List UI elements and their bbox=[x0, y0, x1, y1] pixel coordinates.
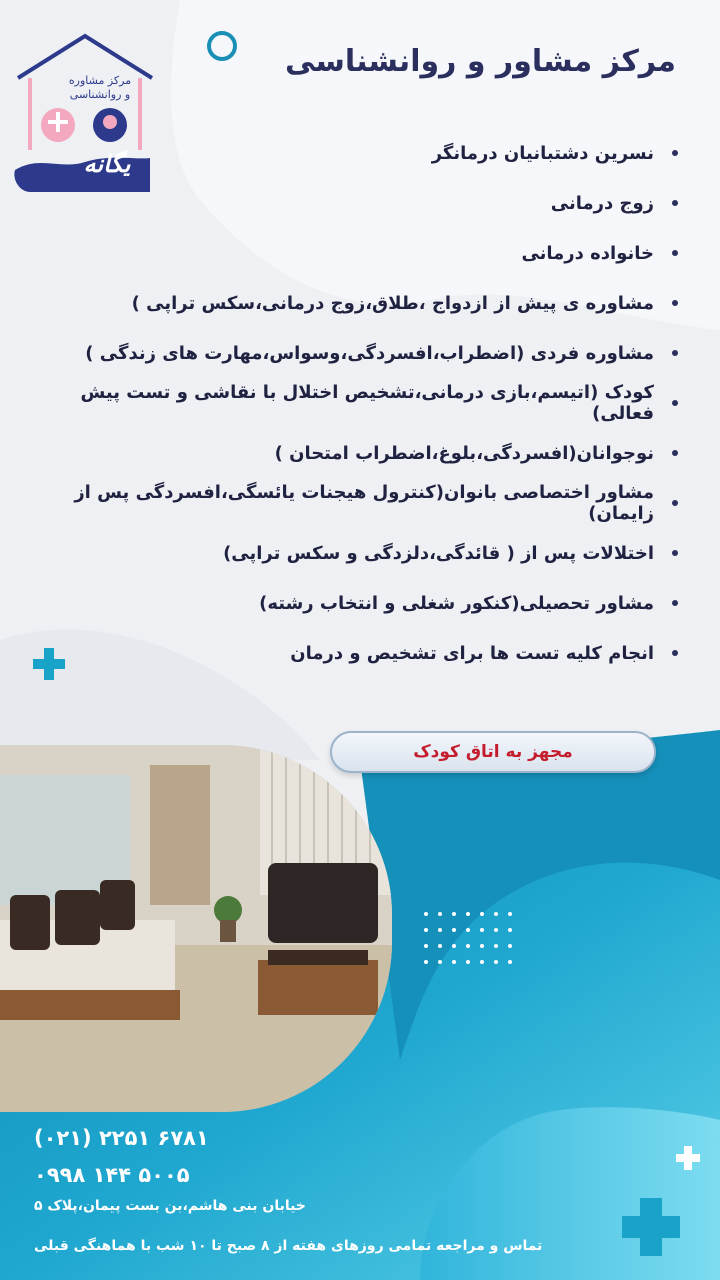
services-list bbox=[18, 128, 678, 678]
decorative-dots bbox=[424, 912, 522, 964]
list-item bbox=[18, 378, 678, 428]
list-item bbox=[18, 278, 678, 328]
service-label: مشاور تحصیلی(کنکور شغلی و انتخاب رشته) bbox=[259, 592, 654, 614]
service-label: زوج درمانی bbox=[550, 192, 654, 214]
list-item bbox=[18, 128, 678, 178]
bullet-icon bbox=[672, 600, 678, 606]
service-label: مشاور اختصاصی بانوان(کنترول هیجنات یائسگی،افسردگی پس از زایمان) bbox=[74, 482, 654, 524]
bullet-icon bbox=[672, 300, 678, 306]
page-title: مرکز مشاور و روانشناسی bbox=[285, 44, 676, 79]
address: خیابان بنی هاشم،بن بست پیمان،پلاک ۵ bbox=[34, 1198, 306, 1214]
service-label: نسرین دشتبانیان درمانگر bbox=[431, 142, 654, 164]
list-item bbox=[18, 578, 678, 628]
logo-brand-name: یگانه bbox=[83, 150, 131, 178]
bullet-icon bbox=[672, 650, 678, 656]
service-label: انجام کلیه تست ها برای تشخیص و درمان bbox=[290, 642, 654, 664]
kids-room-badge: مجهز به اتاق کودک bbox=[330, 731, 656, 773]
service-label: مشاوره ی پیش از ازدواج ،طلاق،زوج درمانی،سکس تراپی ) bbox=[131, 292, 654, 314]
working-hours: تماس و مراجعه تمامی روزهای هفته از ۸ صبح تا ۱۰ شب با هماهنگی قبلی bbox=[34, 1238, 543, 1254]
list-item bbox=[18, 328, 678, 378]
room-photo bbox=[0, 745, 392, 1112]
service-label: کودک (اتیسم،بازی درمانی،تشخیص اختلال با نقاشی و تست پیش فعالی) bbox=[80, 382, 654, 424]
service-label: مشاوره فردی (اضطراب،افسردگی،وسواس،مهارت های زندگی ) bbox=[85, 342, 654, 364]
room-illustration bbox=[0, 745, 392, 1112]
bullet-icon bbox=[672, 200, 678, 206]
bullet-icon bbox=[672, 400, 678, 406]
phone-mobile[interactable]: ۰۹۹۸ ۱۴۴ ۵۰۰۵ bbox=[34, 1163, 190, 1187]
bullet-icon bbox=[672, 550, 678, 556]
logo-subtitle-line1: مرکز مشاوره bbox=[68, 74, 132, 87]
service-label: خانواده درمانی bbox=[521, 242, 654, 264]
list-item bbox=[18, 428, 678, 478]
list-item bbox=[18, 178, 678, 228]
bullet-icon bbox=[672, 450, 678, 456]
bullet-icon bbox=[672, 500, 678, 506]
logo-subtitle-line2: و روانشناسی bbox=[69, 88, 131, 101]
list-item bbox=[18, 628, 678, 678]
service-label: اختلالات پس از ( قائدگی،دلزدگی و سکس تراپی) bbox=[223, 542, 654, 564]
list-item bbox=[18, 228, 678, 278]
bullet-icon bbox=[672, 250, 678, 256]
list-item bbox=[18, 528, 678, 578]
phone-landline[interactable]: (۰۲۱) ۲۲۵۱ ۶۷۸۱ bbox=[34, 1126, 209, 1150]
service-label: نوجوانان(افسردگی،بلوغ،اضطراب امتحان ) bbox=[274, 442, 654, 464]
list-item bbox=[18, 478, 678, 528]
bullet-icon bbox=[672, 150, 678, 156]
bullet-icon bbox=[672, 350, 678, 356]
